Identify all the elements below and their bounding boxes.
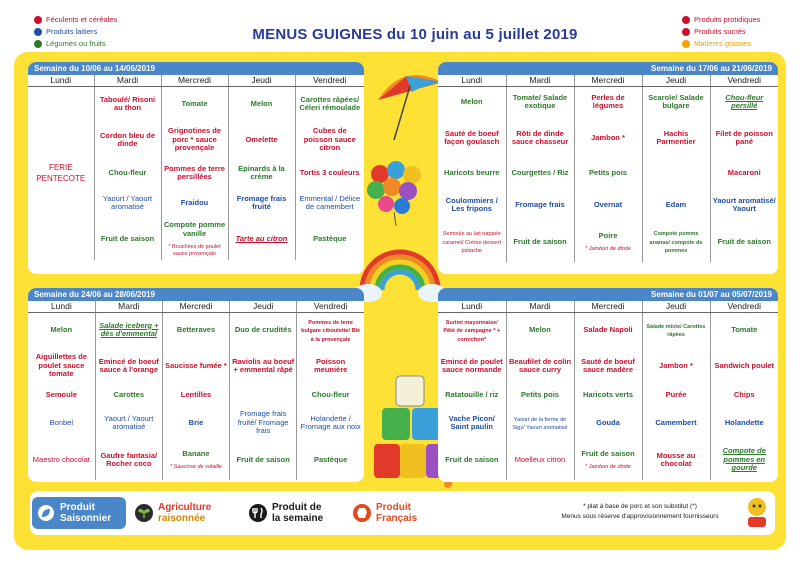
menu-item: Compote de pommes en gourde xyxy=(722,446,766,473)
menu-cell xyxy=(506,348,574,384)
menu-cell xyxy=(161,218,228,260)
menu-item: Purée xyxy=(665,389,687,399)
menu-item: Scarole/ Salade bulgare xyxy=(648,92,704,111)
menu-cell xyxy=(95,348,162,384)
day-mardi: Mardi xyxy=(95,301,162,312)
menu-cell xyxy=(506,312,574,348)
red-dot-icon xyxy=(682,16,690,24)
menu-item: Chips xyxy=(733,389,755,399)
menu-cell xyxy=(228,86,295,122)
badge-produit-francais xyxy=(352,497,448,529)
menu-item: Coulommiers / Les fripons xyxy=(445,195,498,213)
menu-cell xyxy=(295,122,364,158)
menu-item: Yaourt aromatisé/ Yaourt xyxy=(712,195,776,213)
menu-item: Compote pomme ananas/ compote de pommes xyxy=(649,231,703,255)
menu-item: Poire xyxy=(598,230,618,240)
menu-cell xyxy=(710,384,778,406)
legend-left xyxy=(34,14,117,50)
menu-cell xyxy=(642,440,710,480)
footer-text: Produit xyxy=(376,502,411,513)
day-lundi: Lundi xyxy=(28,75,94,86)
menu-item: Fruit de saison xyxy=(513,236,567,246)
menu-row xyxy=(28,312,364,348)
menu-item: Compote pomme vanille xyxy=(163,220,226,238)
menu-cell xyxy=(161,158,228,188)
footer-text: Produit de xyxy=(272,502,322,513)
day-vendredi: Vendredi xyxy=(710,75,778,86)
menu-row xyxy=(438,188,778,222)
menu-cell xyxy=(230,312,297,348)
menu-item: Rôti de dinde sauce chasseur xyxy=(511,128,569,146)
agriculture-label xyxy=(158,502,211,524)
menu-item: Betteraves xyxy=(176,325,216,334)
menu-item: Jambon * xyxy=(591,132,625,142)
menu-item: Tortis 3 couleurs xyxy=(299,167,360,177)
ferie-label: FERIE PENTECOTE xyxy=(36,163,86,184)
menu-cell xyxy=(506,222,574,262)
menu-item: Taboulé/ Risoni au thon xyxy=(99,94,156,113)
menu-cell xyxy=(295,188,364,218)
menu-row xyxy=(438,384,778,406)
menu-item: Emincé de boeuf sauce à l'orange xyxy=(98,356,159,374)
menu-cell xyxy=(230,406,297,440)
footer-text: Saisonnier xyxy=(60,513,112,524)
menu-cell xyxy=(295,86,364,122)
menu-cell xyxy=(228,122,295,158)
day-jeudi: Jeudi xyxy=(230,301,297,312)
menu-item: Yaourt de la ferme de Sigy/ Yaourt aromatisé xyxy=(512,416,568,431)
day-mardi: Mardi xyxy=(506,301,574,312)
footer-note: * plat à base de porc et son substitut (*) xyxy=(583,503,697,510)
menu-item: Lentilles xyxy=(180,389,212,399)
menu-item: Emmental / Délice de camembert xyxy=(299,193,361,211)
page-title: MENUS GUIGNES du 10 juin au 5 juillet 2019 xyxy=(252,26,578,43)
menu-item: Omelette xyxy=(245,134,278,144)
menu-row xyxy=(438,86,778,118)
menu-item: Maestro chocolat xyxy=(32,454,90,464)
menu-item: Cordon bleu de dinde xyxy=(100,130,155,148)
menu-cell xyxy=(438,158,506,188)
menu-row xyxy=(28,440,364,480)
legend-item: Légumes ou fruits xyxy=(34,38,117,50)
week-3-panel xyxy=(28,288,364,482)
week-3-title: Semaine du 24/06 au 28/06/2019 xyxy=(28,288,364,301)
menu-cell xyxy=(574,348,642,384)
menu-cell xyxy=(438,222,506,262)
menu-item: Yaourt / Yaourt aromatisé xyxy=(104,413,154,431)
menu-item: Emincé de poulet sauce normande xyxy=(440,356,503,374)
menu-item: Fromage frais fruité xyxy=(236,193,287,211)
menu-cell xyxy=(162,406,229,440)
day-mercredi: Mercredi xyxy=(162,301,229,312)
menu-cell xyxy=(710,312,778,348)
menu-item: Pastèque xyxy=(313,454,348,464)
menu-cell xyxy=(94,158,161,188)
menu-cell xyxy=(506,158,574,188)
menu-cell xyxy=(574,158,642,188)
menu-cell xyxy=(230,384,297,406)
day-mercredi: Mercredi xyxy=(574,301,642,312)
menu-item: Petits pois xyxy=(589,167,627,177)
rainbow-icon xyxy=(354,238,446,304)
menu-item: Fromage frais fruité/ Fromage frais xyxy=(237,409,289,436)
menu-cell xyxy=(95,384,162,406)
menu-item: Semoule au lait nappée caramel/ Crème dessert pistache xyxy=(442,231,502,255)
menu-cell xyxy=(642,312,710,348)
menu-cell xyxy=(574,86,642,118)
menu-cell xyxy=(230,440,297,480)
menu-item: Pommes de terre persillées xyxy=(164,163,225,181)
menu-item: Haricots beurre xyxy=(444,167,500,177)
menu-item: Melon xyxy=(460,97,483,106)
menu-item: Brie xyxy=(188,417,204,427)
footnote: * Jambon de dinde xyxy=(585,464,631,470)
menu-cell xyxy=(94,218,161,260)
menu-cell xyxy=(228,218,295,260)
menu-cell xyxy=(710,222,778,262)
footer-text: Français xyxy=(376,513,418,524)
day-header-row xyxy=(28,301,364,312)
menu-item: Raviolis au boeuf + emmental râpé xyxy=(232,356,295,374)
menu-cell xyxy=(438,384,506,406)
menu-item: Saucisse fumée * xyxy=(165,360,227,370)
legend-item: Produits laitiers xyxy=(34,26,117,38)
menu-item: Melon xyxy=(250,99,273,108)
menu-cell xyxy=(28,406,95,440)
menu-cell xyxy=(297,384,364,406)
footnote: * Bouchées de poulet sauce provençale xyxy=(168,244,221,257)
menu-cell xyxy=(94,122,161,158)
footer-text: Agriculture xyxy=(158,502,212,513)
fork-knife-icon xyxy=(248,503,268,523)
footnote: * Saucisse de volaille xyxy=(169,464,222,470)
legend-right xyxy=(682,14,760,50)
menu-item: Tomate xyxy=(731,325,758,334)
menu-item: Beaufilet de colin sauce curry xyxy=(508,356,572,374)
menu-cell xyxy=(710,440,778,480)
red-dot-icon xyxy=(682,28,690,36)
menu-item: Carottes râpées/ Céleri rémoulade xyxy=(299,94,361,113)
menu-cell xyxy=(28,440,95,480)
menu-cell xyxy=(94,86,161,122)
menu-cell xyxy=(710,86,778,118)
legend-item: Produits protidiques xyxy=(682,14,760,26)
week-4-table xyxy=(438,301,778,480)
menu-cell xyxy=(710,188,778,222)
menu-item: Pastèque xyxy=(313,233,347,243)
menu-item: Gaufre fantasia/ Rocher coco xyxy=(100,450,158,468)
menu-row xyxy=(438,118,778,158)
menu-cell xyxy=(28,348,95,384)
menu-row xyxy=(438,158,778,188)
menu-item: Mousse au chocolat xyxy=(656,450,696,468)
menu-item: Melon xyxy=(50,325,73,334)
menu-cell xyxy=(574,222,642,262)
menu-item: Bonbel xyxy=(49,417,74,427)
france-map-icon xyxy=(352,503,372,523)
menu-cell xyxy=(506,118,574,158)
menu-item: Haricots verts xyxy=(582,389,634,399)
menu-cell xyxy=(162,348,229,384)
legend-item: Matières grasses xyxy=(682,38,760,50)
menu-item: Sauté de boeuf sauce madère xyxy=(581,356,635,374)
menu-item: Gouda xyxy=(596,417,620,427)
day-mardi: Mardi xyxy=(506,75,574,86)
week-2-table xyxy=(438,75,778,262)
menu-item: Hachis Parmentier xyxy=(656,128,696,146)
menu-item: Semoule xyxy=(45,389,77,399)
day-jeudi: Jeudi xyxy=(228,75,295,86)
menu-cell xyxy=(574,406,642,440)
menu-item: Moelleux citron xyxy=(514,454,566,464)
menu-cell xyxy=(438,188,506,222)
menu-item: Surimi mayonnaise/ Pâté de campagne * + cornichon* xyxy=(443,319,501,343)
week-2-title: Semaine du 17/06 au 21/06/2019 xyxy=(438,62,778,75)
day-vendredi: Vendredi xyxy=(710,301,778,312)
menu-row xyxy=(438,406,778,440)
menu-cell xyxy=(710,348,778,384)
menu-cell xyxy=(297,312,364,348)
footnote: * Jambon de dinde xyxy=(585,246,631,252)
badge-produit-saisonnier xyxy=(32,497,126,529)
menu-cell xyxy=(161,188,228,218)
day-header-row xyxy=(438,301,778,312)
mascot-logo-icon xyxy=(742,495,772,531)
menu-item: Pommes de terre bulgare ciboulette/ Blé à la provençale xyxy=(301,319,361,343)
red-dot-icon xyxy=(34,16,42,24)
menu-item: Fromage frais xyxy=(515,199,565,209)
badge-agriculture-raisonnee xyxy=(134,497,244,529)
footer-notes xyxy=(535,502,745,522)
menu-item: Edam xyxy=(665,199,687,209)
menu-cell xyxy=(574,118,642,158)
menu-item: Perles de légumes xyxy=(591,92,625,111)
menu-cell xyxy=(642,222,710,262)
menu-row xyxy=(438,348,778,384)
menu-item: Filet de poisson pané xyxy=(715,128,773,146)
leaf-icon xyxy=(36,503,56,523)
menu-cell xyxy=(506,86,574,118)
day-jeudi: Jeudi xyxy=(642,75,710,86)
blue-dot-icon xyxy=(34,28,42,36)
menu-item: Tarte au citron xyxy=(235,233,288,243)
menu-cell xyxy=(438,348,506,384)
menu-item: Courgettes / Riz xyxy=(511,167,569,177)
menu-cell xyxy=(506,384,574,406)
menu-item: Tomate/ Salade exotique xyxy=(512,92,568,111)
menu-item: Holandette / Fromage aux noix xyxy=(300,413,361,431)
day-mercredi: Mercredi xyxy=(574,75,642,86)
week-1-title: Semaine du 10/06 au 14/06/2019 xyxy=(28,62,364,75)
balloons-icon xyxy=(366,160,426,226)
menu-cell xyxy=(28,384,95,406)
menu-cell xyxy=(506,406,574,440)
menu-item: Duo de crudités xyxy=(234,325,292,334)
menu-cell xyxy=(297,348,364,384)
menu-cell xyxy=(28,312,95,348)
day-header-row xyxy=(438,75,778,86)
menu-item: Fraidou xyxy=(180,197,209,207)
menu-item: Poisson meunière xyxy=(313,356,348,374)
menu-item: Chou-fleur xyxy=(108,167,147,177)
day-mercredi: Mercredi xyxy=(161,75,228,86)
ferie-cell xyxy=(28,86,94,260)
menu-item: Melon xyxy=(529,325,551,334)
menu-item: Chou-fleur persillé xyxy=(725,92,764,111)
week-1-table xyxy=(28,75,364,260)
badge-produit-semaine xyxy=(248,497,348,529)
menu-item: Sandwich poulet xyxy=(714,360,775,370)
menu-item: Camembert xyxy=(655,417,697,427)
menu-item: Fruit de saison xyxy=(100,233,155,243)
week-3-table xyxy=(28,301,364,480)
menu-cell xyxy=(642,406,710,440)
week-4-panel xyxy=(438,288,778,482)
day-header-row xyxy=(28,75,364,86)
menu-cell xyxy=(438,118,506,158)
menu-row xyxy=(28,406,364,440)
francais-label xyxy=(376,502,417,524)
day-jeudi: Jeudi xyxy=(642,301,710,312)
menu-item: Cubes de poisson sauce citron xyxy=(303,126,356,153)
menu-item: Salade mixte/ Carottes râpées xyxy=(646,323,706,339)
menu-cell xyxy=(295,158,364,188)
menu-cell xyxy=(228,188,295,218)
menu-cell xyxy=(574,384,642,406)
menu-item: Fruit de saison xyxy=(445,454,499,464)
orange-dot-icon xyxy=(682,40,690,48)
menu-cell xyxy=(710,158,778,188)
menu-item: Jambon * xyxy=(659,360,693,370)
menu-item: Vache Picon/ Saint paulin xyxy=(448,413,495,431)
menu-cell xyxy=(642,118,710,158)
menu-cell xyxy=(506,440,574,480)
menu-cell xyxy=(161,122,228,158)
menu-item: Carottes xyxy=(113,389,144,399)
menu-cell xyxy=(161,86,228,122)
menu-item: Macaroni xyxy=(727,167,761,177)
menu-item: Salade iceberg + dés d'emmental xyxy=(99,320,159,339)
menu-cell xyxy=(295,218,364,260)
menu-row xyxy=(28,86,364,122)
menu-cell xyxy=(642,188,710,222)
day-lundi: Lundi xyxy=(28,301,95,312)
menu-item: Tomate xyxy=(181,99,208,108)
footer-legend xyxy=(30,491,775,535)
menu-cell xyxy=(642,348,710,384)
umbrella-icon xyxy=(372,62,448,142)
menu-row xyxy=(438,312,778,348)
menu-cell xyxy=(642,86,710,118)
week-4-title: Semaine du 01/07 au 05/07/2019 xyxy=(438,288,778,301)
footer-note: Menus sous réserve d'approvisionnement fournisseurs xyxy=(561,513,719,520)
day-vendredi: Vendredi xyxy=(295,75,364,86)
menu-item: Fruit de saison xyxy=(236,454,290,464)
menu-item: Petits pois xyxy=(521,389,559,399)
menu-cell xyxy=(230,348,297,384)
menu-cell xyxy=(710,406,778,440)
day-lundi: Lundi xyxy=(438,301,506,312)
menu-cell xyxy=(574,312,642,348)
menu-item: Chou-fleur xyxy=(311,389,350,399)
menu-cell xyxy=(574,188,642,222)
menu-cell xyxy=(95,440,162,480)
menu-cell xyxy=(95,406,162,440)
legend-item: Féculents et céréales xyxy=(34,14,117,26)
footer-text: Produit xyxy=(60,502,95,513)
menu-item: Holandette xyxy=(724,417,764,427)
menu-item: Ratatouille / riz xyxy=(445,389,499,399)
menu-item: Banane xyxy=(182,448,210,458)
day-vendredi: Vendredi xyxy=(297,301,364,312)
footer-text: la semaine xyxy=(272,513,324,524)
menu-row xyxy=(28,384,364,406)
day-lundi: Lundi xyxy=(438,75,506,86)
menu-cell xyxy=(162,440,229,480)
produit-saisonnier-label xyxy=(60,502,111,524)
menu-item: Salade Napoli xyxy=(583,325,633,334)
legend-item: Produits sucrés xyxy=(682,26,760,38)
menu-item: Aiguillettes de poulet sauce tomate xyxy=(35,352,87,379)
day-mardi: Mardi xyxy=(94,75,161,86)
menu-cell xyxy=(95,312,162,348)
menu-item: Sauté de boeuf façon goulasch xyxy=(444,128,500,146)
menu-item: Yaourt / Yaourt aromatisé xyxy=(102,193,153,211)
menu-cell xyxy=(438,440,506,480)
menu-cell xyxy=(438,86,506,118)
menu-item: Overnat xyxy=(593,199,623,209)
menu-cell xyxy=(162,384,229,406)
menu-cell xyxy=(162,312,229,348)
menu-row xyxy=(438,440,778,480)
menu-row xyxy=(28,348,364,384)
menu-cell xyxy=(574,440,642,480)
sprout-icon xyxy=(134,503,154,523)
menu-cell xyxy=(297,440,364,480)
menu-cell xyxy=(297,406,364,440)
menu-cell xyxy=(438,312,506,348)
menu-cell xyxy=(94,188,161,218)
week-2-panel xyxy=(438,62,778,274)
week-1-panel xyxy=(28,62,364,274)
menu-item: Grignotines de porc * sauce provençale xyxy=(168,126,221,153)
menu-cell xyxy=(642,384,710,406)
footer-text: raisonnée xyxy=(158,513,206,524)
menu-item: Fruit de saison xyxy=(717,236,771,246)
semaine-label xyxy=(272,502,323,524)
menu-cell xyxy=(710,118,778,158)
menu-cell xyxy=(438,406,506,440)
menu-cell xyxy=(228,158,295,188)
menu-item: Epinards à la crème xyxy=(238,163,285,181)
menu-cell xyxy=(506,188,574,222)
menu-cell xyxy=(642,158,710,188)
green-dot-icon xyxy=(34,40,42,48)
menu-row xyxy=(438,222,778,262)
menu-item: Fruit de saison xyxy=(581,448,635,458)
